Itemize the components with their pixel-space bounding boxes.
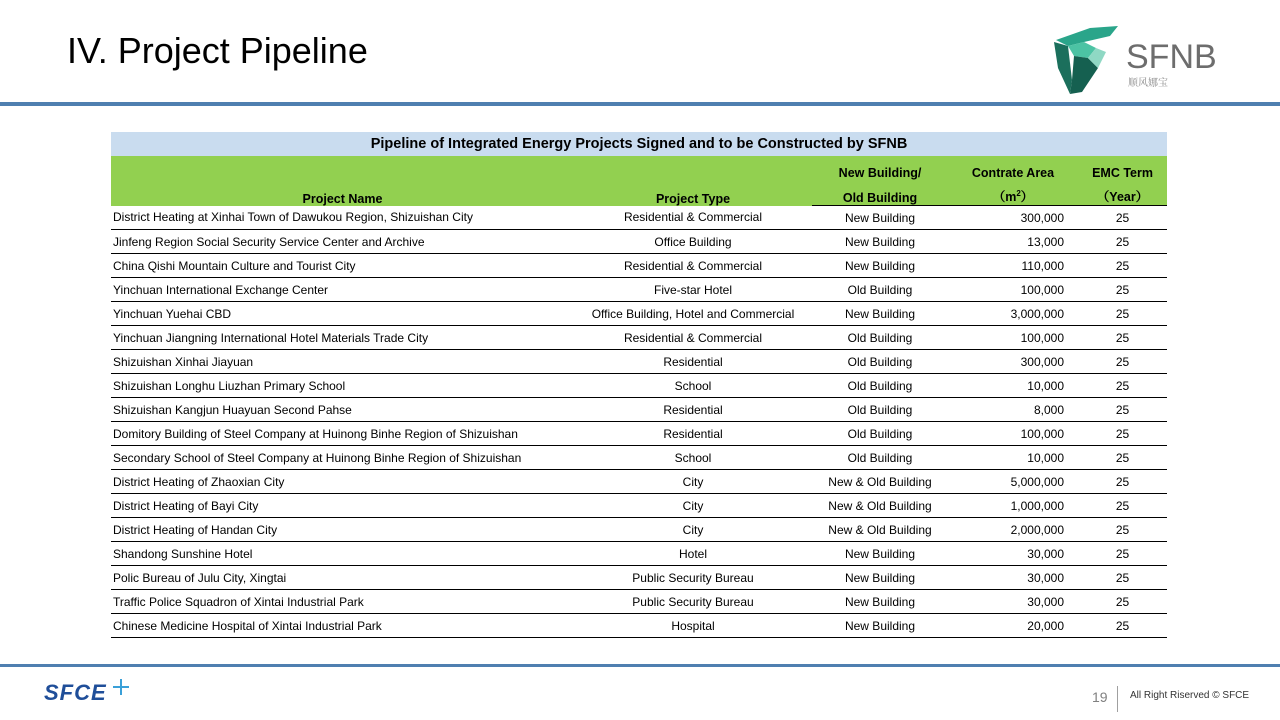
cell-emc-term: 25 <box>1078 374 1167 398</box>
cell-area: 10,000 <box>948 374 1078 398</box>
table-row <box>111 518 1167 542</box>
cell-area: 300,000 <box>948 350 1078 374</box>
cell-project-name: District Heating of Handan City <box>111 518 574 542</box>
cell-project-name: Yinchuan Jiangning International Hotel Materials Trade City <box>111 326 574 350</box>
cell-project-name: District Heating at Xinhai Town of Dawukou Region, Shizuishan City <box>111 206 574 230</box>
cell-area: 5,000,000 <box>948 470 1078 494</box>
table-row <box>111 446 1167 470</box>
cell-area: 30,000 <box>948 590 1078 614</box>
table-row <box>111 326 1167 350</box>
table-row <box>111 542 1167 566</box>
cell-project-name: Traffic Police Squadron of Xintai Industrial Park <box>111 590 574 614</box>
header-building-line2: Old Building <box>812 180 948 206</box>
cell-project-name: Shandong Sunshine Hotel <box>111 542 574 566</box>
cell-area: 30,000 <box>948 542 1078 566</box>
cell-emc-term: 25 <box>1078 470 1167 494</box>
cell-building: New Building <box>812 302 948 326</box>
table-row <box>111 374 1167 398</box>
cell-project-type: Residential <box>574 398 812 422</box>
cell-project-type: Residential <box>574 350 812 374</box>
cell-emc-term: 25 <box>1078 326 1167 350</box>
cell-area: 1,000,000 <box>948 494 1078 518</box>
table-caption-row <box>111 132 1167 156</box>
header-area-unit: （m <box>992 190 1017 204</box>
cell-building: New Building <box>812 230 948 254</box>
cell-project-name: Shizuishan Kangjun Huayuan Second Pahse <box>111 398 574 422</box>
cell-building: New & Old Building <box>812 494 948 518</box>
cell-project-name: District Heating of Bayi City <box>111 494 574 518</box>
table-row <box>111 254 1167 278</box>
cell-project-type: Hotel <box>574 542 812 566</box>
cell-emc-term: 25 <box>1078 302 1167 326</box>
cell-emc-term: 25 <box>1078 350 1167 374</box>
page-number: 19 <box>1092 689 1108 705</box>
cell-area: 100,000 <box>948 278 1078 302</box>
header-project-type: Project Type <box>574 156 812 206</box>
footer-divider <box>0 664 1280 667</box>
cell-area: 10,000 <box>948 446 1078 470</box>
table-row <box>111 206 1167 230</box>
cell-building: Old Building <box>812 398 948 422</box>
sfnb-logo-icon <box>1048 22 1124 98</box>
header-area-close: ） <box>1020 190 1034 204</box>
footer-logo-text: SFCE <box>44 680 107 705</box>
table-row <box>111 470 1167 494</box>
table-row <box>111 350 1167 374</box>
cell-project-type: Residential & Commercial <box>574 326 812 350</box>
cell-building: New Building <box>812 614 948 638</box>
cell-project-name: Secondary School of Steel Company at Huinong Binhe Region of Shizuishan <box>111 446 574 470</box>
cell-project-type: Residential & Commercial <box>574 206 812 230</box>
cell-project-type: City <box>574 494 812 518</box>
cell-emc-term: 25 <box>1078 590 1167 614</box>
table-row <box>111 278 1167 302</box>
cell-project-type: Office Building, Hotel and Commercial <box>574 302 812 326</box>
header-divider <box>0 102 1280 106</box>
header-area-line1: Contrate Area <box>948 156 1078 180</box>
cell-emc-term: 25 <box>1078 446 1167 470</box>
cell-building: Old Building <box>812 350 948 374</box>
cell-project-type: School <box>574 446 812 470</box>
cell-project-type: Hospital <box>574 614 812 638</box>
cell-emc-term: 25 <box>1078 230 1167 254</box>
table-caption: Pipeline of Integrated Energy Projects Signed and to be Constructed by SFNB <box>111 132 1167 156</box>
cell-area: 3,000,000 <box>948 302 1078 326</box>
cell-building: New Building <box>812 206 948 230</box>
cell-building: Old Building <box>812 326 948 350</box>
footer-separator <box>1117 686 1118 712</box>
pipeline-table <box>111 132 1167 638</box>
cell-emc-term: 25 <box>1078 206 1167 230</box>
cell-building: Old Building <box>812 278 948 302</box>
cell-project-type: Office Building <box>574 230 812 254</box>
table-row <box>111 614 1167 638</box>
cell-project-type: City <box>574 470 812 494</box>
cell-building: Old Building <box>812 446 948 470</box>
cell-building: New Building <box>812 566 948 590</box>
cell-project-name: District Heating of Zhaoxian City <box>111 470 574 494</box>
cell-project-name: Yinchuan Yuehai CBD <box>111 302 574 326</box>
cell-project-name: Yinchuan International Exchange Center <box>111 278 574 302</box>
cell-building: New Building <box>812 254 948 278</box>
header-term-line2: （Year） <box>1078 180 1167 206</box>
table-row <box>111 566 1167 590</box>
cell-area: 13,000 <box>948 230 1078 254</box>
copyright-text: All Right Riserved © SFCE <box>1130 690 1250 701</box>
header-term-line1: EMC Term <box>1078 156 1167 180</box>
cell-project-type: Public Security Bureau <box>574 590 812 614</box>
cell-project-name: Domitory Building of Steel Company at Huinong Binhe Region of Shizuishan <box>111 422 574 446</box>
cell-project-type: Residential <box>574 422 812 446</box>
cell-emc-term: 25 <box>1078 566 1167 590</box>
cell-area: 20,000 <box>948 614 1078 638</box>
table-row <box>111 230 1167 254</box>
cell-emc-term: 25 <box>1078 278 1167 302</box>
sfnb-logo <box>1048 22 1228 98</box>
table-row <box>111 494 1167 518</box>
cell-building: Old Building <box>812 422 948 446</box>
sfce-logo <box>44 680 134 710</box>
cell-emc-term: 25 <box>1078 494 1167 518</box>
cell-building: Old Building <box>812 374 948 398</box>
table-row <box>111 302 1167 326</box>
cell-project-name: Shizuishan Xinhai Jiayuan <box>111 350 574 374</box>
cell-project-name: Jinfeng Region Social Security Service Center and Archive <box>111 230 574 254</box>
logo-subtext: 顺风娜宝 <box>1128 78 1168 89</box>
header-area-sup: 2 <box>1016 188 1021 198</box>
cell-project-name: Chinese Medicine Hospital of Xintai Industrial Park <box>111 614 574 638</box>
cell-area: 100,000 <box>948 326 1078 350</box>
cell-project-type: Five-star Hotel <box>574 278 812 302</box>
cell-emc-term: 25 <box>1078 398 1167 422</box>
table-row <box>111 422 1167 446</box>
header-area-line2 <box>948 180 1078 206</box>
cell-building: New & Old Building <box>812 518 948 542</box>
cell-area: 100,000 <box>948 422 1078 446</box>
cell-area: 30,000 <box>948 566 1078 590</box>
table-body <box>111 206 1167 638</box>
cell-emc-term: 25 <box>1078 422 1167 446</box>
cell-emc-term: 25 <box>1078 518 1167 542</box>
cell-project-type: City <box>574 518 812 542</box>
cell-project-name: Shizuishan Longhu Liuzhan Primary School <box>111 374 574 398</box>
table-row <box>111 590 1167 614</box>
cell-building: New & Old Building <box>812 470 948 494</box>
cell-area: 300,000 <box>948 206 1078 230</box>
sparkle-icon <box>112 678 130 696</box>
header-project-name: Project Name <box>111 156 574 206</box>
cell-emc-term: 25 <box>1078 542 1167 566</box>
cell-project-name: China Qishi Mountain Culture and Tourist City <box>111 254 574 278</box>
cell-emc-term: 25 <box>1078 254 1167 278</box>
cell-project-type: Public Security Bureau <box>574 566 812 590</box>
logo-text: SFNB <box>1126 38 1217 76</box>
cell-area: 2,000,000 <box>948 518 1078 542</box>
cell-area: 8,000 <box>948 398 1078 422</box>
cell-project-type: Residential & Commercial <box>574 254 812 278</box>
table-header-row <box>111 156 1167 180</box>
cell-building: New Building <box>812 590 948 614</box>
cell-project-name: Polic Bureau of Julu City, Xingtai <box>111 566 574 590</box>
cell-building: New Building <box>812 542 948 566</box>
page-title: IV. Project Pipeline <box>67 30 368 71</box>
cell-emc-term: 25 <box>1078 614 1167 638</box>
header-building-line1: New Building/ <box>812 156 948 180</box>
cell-project-type: School <box>574 374 812 398</box>
table-row <box>111 398 1167 422</box>
cell-area: 110,000 <box>948 254 1078 278</box>
